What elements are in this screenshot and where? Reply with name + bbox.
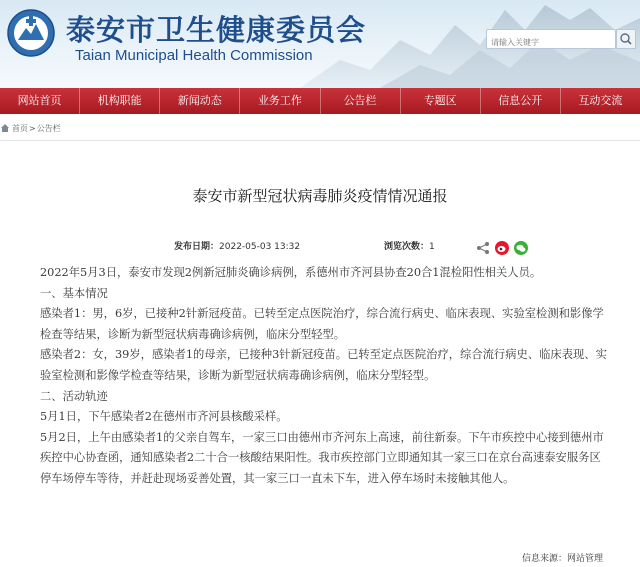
source-value: 网站管理: [567, 554, 604, 564]
article-title: 泰安市新型冠状病毒肺炎疫情情况通报: [192, 187, 448, 205]
nav-item-home[interactable]: 网站首页: [0, 88, 80, 114]
weibo-icon[interactable]: [495, 240, 509, 254]
home-icon: [0, 123, 10, 133]
article-heading: 二、活动轨迹: [40, 389, 108, 403]
divider: [0, 140, 640, 141]
site-header: [0, 0, 640, 88]
nav-item-notice[interactable]: 公告栏: [321, 88, 401, 114]
share-bar: [476, 240, 528, 254]
article-paragraph: 感染者2：女，39岁，感染者1的母亲，已接种3针新冠疫苗。已转至定点医院治疗，综合流行病史、临床表现、实验室检测和影像学检查等结果，诊断为新型冠状病毒确诊病例，临床分型轻型。: [40, 348, 607, 382]
nav-item-functions[interactable]: 机构职能: [80, 88, 160, 114]
nav-item-news[interactable]: 新闻动态: [160, 88, 240, 114]
info-source: [522, 551, 603, 564]
article-paragraph: 2022年5月3日，泰安市发现2例新冠肺炎确诊病例，系德州市齐河县协查20合1混检阳性相关人员。: [40, 266, 542, 279]
publish-date: [174, 239, 300, 252]
commission-logo: [6, 8, 56, 58]
search-icon: [617, 30, 635, 48]
publish-time: 2022-05-03 13:32: [219, 242, 301, 252]
breadcrumb: [0, 121, 61, 135]
site-title-en: Taian Municipal Health Commission: [75, 47, 313, 64]
wechat-icon[interactable]: [514, 240, 528, 254]
share-icon[interactable]: [476, 240, 490, 254]
nav-item-disclosure[interactable]: 信息公开: [481, 88, 561, 114]
search-button[interactable]: [616, 29, 636, 49]
nav-item-topics[interactable]: 专题区: [401, 88, 481, 114]
breadcrumb-notice[interactable]: 公告栏: [36, 123, 61, 133]
source-label: 信息来源：: [522, 554, 568, 564]
main-nav: [0, 88, 640, 114]
article-paragraph: 5月1日，下午感染者2在德州市齐河县核酸采样。: [40, 410, 288, 424]
article-paragraph: 感染者1：男，6岁，已接种2针新冠疫苗。已转至定点医院治疗，综合流行病史、临床表现、实验室检测和影像学检查等结果，诊断为新型冠状病毒确诊病例，临床分型轻型。: [40, 307, 604, 341]
view-count: [384, 239, 435, 252]
article-heading: 一、基本情况: [40, 286, 108, 300]
publish-label: 发布日期：: [174, 242, 220, 252]
article-body: [40, 263, 608, 490]
views-label: 浏览次数：: [384, 242, 430, 252]
article-paragraph: 5月2日，上午由感染者1的父亲自驾车，一家三口由德州市齐河东上高速，前往新泰。下午市疾控中心接到德州市疾控中心协查函，通知感染者2二十合一核酸结果阳性。我市疾控部门立即通知其一家三口在京台高速泰安服务区停车场停车等待，并赶赴现场妥善处置，其一家三口一直未下车，进入停车场时未接触其他人。: [40, 430, 604, 485]
views-count: 1: [429, 242, 435, 252]
nav-item-work[interactable]: 业务工作: [240, 88, 320, 114]
search-input[interactable]: [487, 34, 605, 52]
search-box: [486, 29, 616, 49]
breadcrumb-home[interactable]: 首页: [12, 123, 28, 133]
site-title-cn: 泰安市卫生健康委员会: [66, 13, 367, 47]
breadcrumb-separator: >: [29, 123, 36, 133]
nav-item-interaction[interactable]: 互动交流: [578, 94, 623, 107]
